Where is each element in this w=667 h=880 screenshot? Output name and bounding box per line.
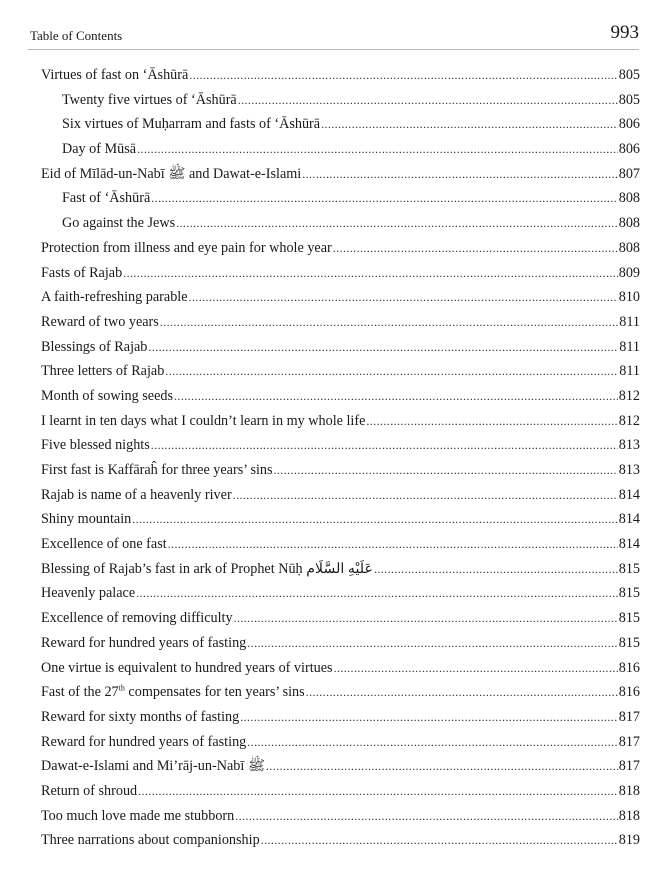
toc-entry[interactable] xyxy=(41,413,640,438)
toc-entry[interactable] xyxy=(62,215,640,240)
toc-entry-page: 808 xyxy=(618,239,640,256)
toc-entry[interactable] xyxy=(41,289,640,314)
toc-list xyxy=(0,67,667,857)
toc-entry[interactable] xyxy=(41,660,640,685)
toc-entry-page: 805 xyxy=(618,67,640,83)
dot-leader xyxy=(138,784,618,799)
toc-entry[interactable] xyxy=(41,561,640,586)
toc-entry-title: Three narrations about companionship xyxy=(41,832,260,849)
toc-entry-page: 806 xyxy=(618,116,640,133)
dot-leader xyxy=(174,389,618,404)
toc-entry-page: 812 xyxy=(618,412,640,429)
toc-entry[interactable] xyxy=(41,734,640,759)
toc-entry[interactable] xyxy=(62,116,640,141)
toc-entry-title: Dawat-e-Islami and Mi’rāj-un-Nabī ﷺ xyxy=(41,758,265,775)
toc-entry-page: 811 xyxy=(619,363,640,380)
toc-entry-title: Five blessed nights xyxy=(41,437,150,454)
toc-entry[interactable] xyxy=(41,339,640,364)
toc-entry-page: 814 xyxy=(618,536,640,553)
dot-leader xyxy=(148,340,618,355)
toc-entry[interactable] xyxy=(41,783,640,808)
toc-entry-page: 810 xyxy=(618,289,640,306)
toc-entry-page: 813 xyxy=(618,437,640,454)
toc-entry-title: Three letters of Rajab xyxy=(41,363,165,380)
toc-entry[interactable] xyxy=(41,610,640,635)
toc-entry-title: Blessings of Rajab xyxy=(41,338,148,355)
dot-leader xyxy=(333,241,618,256)
dot-leader xyxy=(189,68,617,83)
dot-leader xyxy=(261,833,618,848)
toc-entry-page: 813 xyxy=(618,462,640,478)
toc-entry-title: Virtues of fast on ‘Āshūrā xyxy=(41,67,189,83)
toc-entry[interactable] xyxy=(41,265,640,290)
toc-entry[interactable] xyxy=(41,635,640,660)
dot-leader xyxy=(189,290,618,305)
toc-entry[interactable] xyxy=(41,462,640,487)
toc-entry[interactable] xyxy=(41,808,640,833)
dot-leader xyxy=(233,488,618,503)
toc-entry-page: 806 xyxy=(618,141,640,158)
toc-entry-page: 814 xyxy=(618,486,640,503)
dot-leader xyxy=(247,636,617,651)
dot-leader xyxy=(334,661,618,676)
running-header xyxy=(28,22,639,48)
toc-entry-title: Reward for hundred years of fasting xyxy=(41,634,247,651)
header-page-number: 993 xyxy=(610,22,639,43)
toc-entry[interactable] xyxy=(41,437,640,462)
dot-leader xyxy=(266,759,618,774)
toc-entry-page: 814 xyxy=(618,511,640,528)
toc-entry-title: I learnt in ten days what I couldn’t learn in my whole life xyxy=(41,412,366,429)
dot-leader xyxy=(137,142,618,157)
toc-entry-title: Month of sowing seeds xyxy=(41,387,174,404)
dot-leader xyxy=(160,315,618,330)
toc-entry-page: 808 xyxy=(618,215,640,232)
dot-leader xyxy=(238,93,618,108)
toc-entry-page: 815 xyxy=(618,634,640,651)
toc-entry-title: Reward for sixty months of fasting xyxy=(41,708,240,725)
toc-entry-title: Fasts of Rajab xyxy=(41,264,123,281)
toc-entry[interactable] xyxy=(41,166,640,191)
dot-leader xyxy=(321,117,618,132)
toc-entry-title: Fast of the 27th compensates for ten years’ sins xyxy=(41,683,305,701)
toc-entry-title: One virtue is equivalent to hundred years of virtues xyxy=(41,659,333,676)
dot-leader xyxy=(234,611,618,626)
toc-entry[interactable] xyxy=(41,832,640,857)
dot-leader xyxy=(151,438,618,453)
dot-leader xyxy=(176,216,618,231)
header-section-title: Table of Contents xyxy=(30,28,123,43)
header-divider xyxy=(28,49,639,50)
dot-leader xyxy=(247,735,617,750)
toc-entry-title: Rajab is name of a heavenly river xyxy=(41,486,232,503)
dot-leader xyxy=(168,537,618,552)
toc-entry-title: Twenty five virtues of ‘Āshūrā xyxy=(62,91,237,108)
toc-entry-title: Fast of ‘Āshūrā xyxy=(62,190,151,207)
toc-entry[interactable] xyxy=(41,388,640,413)
toc-entry[interactable] xyxy=(41,684,640,709)
toc-entry-page: 811 xyxy=(619,313,640,330)
toc-entry-page: 819 xyxy=(618,832,640,849)
toc-entry-page: 808 xyxy=(618,190,640,207)
toc-entry-title: Excellence of removing difficulty xyxy=(41,610,233,627)
toc-entry-title: Return of shroud xyxy=(41,782,138,799)
toc-entry-title: First fast is Kaffāraĥ for three years’ sins xyxy=(41,462,273,478)
toc-entry-title: A faith-refreshing parable xyxy=(41,289,188,306)
toc-entry[interactable] xyxy=(41,758,640,783)
toc-entry-title: Six virtues of Muḥarram and fasts of ‘Āshūrā xyxy=(62,116,321,133)
toc-entry-title: Shiny mountain xyxy=(41,511,132,528)
toc-entry-page: 815 xyxy=(618,560,640,577)
toc-entry[interactable] xyxy=(41,363,640,388)
toc-entry-page: 809 xyxy=(618,264,640,281)
dot-leader xyxy=(302,167,617,182)
toc-entry-page: 815 xyxy=(618,610,640,627)
toc-entry-page: 811 xyxy=(619,338,640,355)
dot-leader xyxy=(136,586,618,601)
toc-entry-page: 807 xyxy=(618,165,640,182)
toc-entry-title: Excellence of one fast xyxy=(41,536,167,553)
toc-entry-page: 805 xyxy=(618,91,640,108)
toc-entry-page: 816 xyxy=(618,684,640,701)
toc-entry[interactable] xyxy=(41,67,640,92)
toc-entry-page: 817 xyxy=(618,708,640,725)
toc-entry-page: 817 xyxy=(618,758,640,775)
toc-entry[interactable] xyxy=(41,709,640,734)
toc-entry[interactable] xyxy=(62,141,640,166)
toc-entry[interactable] xyxy=(62,92,640,117)
toc-entry-title: Go against the Jews xyxy=(62,215,176,232)
dot-leader xyxy=(274,463,618,478)
toc-entry[interactable] xyxy=(41,240,640,265)
toc-entry-title: Blessing of Rajab’s fast in ark of Prophet Nūḥ عَلَيْهِ السَّلَام xyxy=(41,560,373,577)
toc-entry[interactable] xyxy=(41,585,640,610)
dot-leader xyxy=(151,191,617,206)
toc-entry-page: 818 xyxy=(618,807,640,824)
toc-entry-title: Protection from illness and eye pain for whole year xyxy=(41,239,332,256)
toc-entry-title: Reward of two years xyxy=(41,313,159,330)
toc-entry-page: 816 xyxy=(618,659,640,676)
toc-entry[interactable] xyxy=(41,314,640,339)
toc-entry-page: 817 xyxy=(618,733,640,750)
toc-entry[interactable] xyxy=(41,511,640,536)
dot-leader xyxy=(123,266,618,281)
toc-entry-title: Too much love made me stubborn xyxy=(41,807,235,824)
dot-leader xyxy=(235,809,617,824)
toc-entry-title: Day of Mūsā xyxy=(62,141,137,158)
toc-entry-page: 812 xyxy=(618,387,640,404)
toc-entry-title: Heavenly palace xyxy=(41,585,136,602)
toc-entry-title: Reward for hundred years of fasting xyxy=(41,733,247,750)
toc-entry[interactable] xyxy=(41,536,640,561)
dot-leader xyxy=(374,562,618,577)
toc-entry-page: 815 xyxy=(618,585,640,602)
toc-entry[interactable] xyxy=(41,487,640,512)
toc-entry[interactable] xyxy=(62,190,640,215)
toc-entry-title: Eid of Mīlād-un-Nabī ﷺ and Dawat-e-Islami xyxy=(41,165,302,182)
dot-leader xyxy=(366,414,617,429)
dot-leader xyxy=(240,710,618,725)
dot-leader xyxy=(306,685,618,700)
dot-leader xyxy=(165,364,618,379)
toc-entry-page: 818 xyxy=(618,782,640,799)
dot-leader xyxy=(132,512,617,527)
